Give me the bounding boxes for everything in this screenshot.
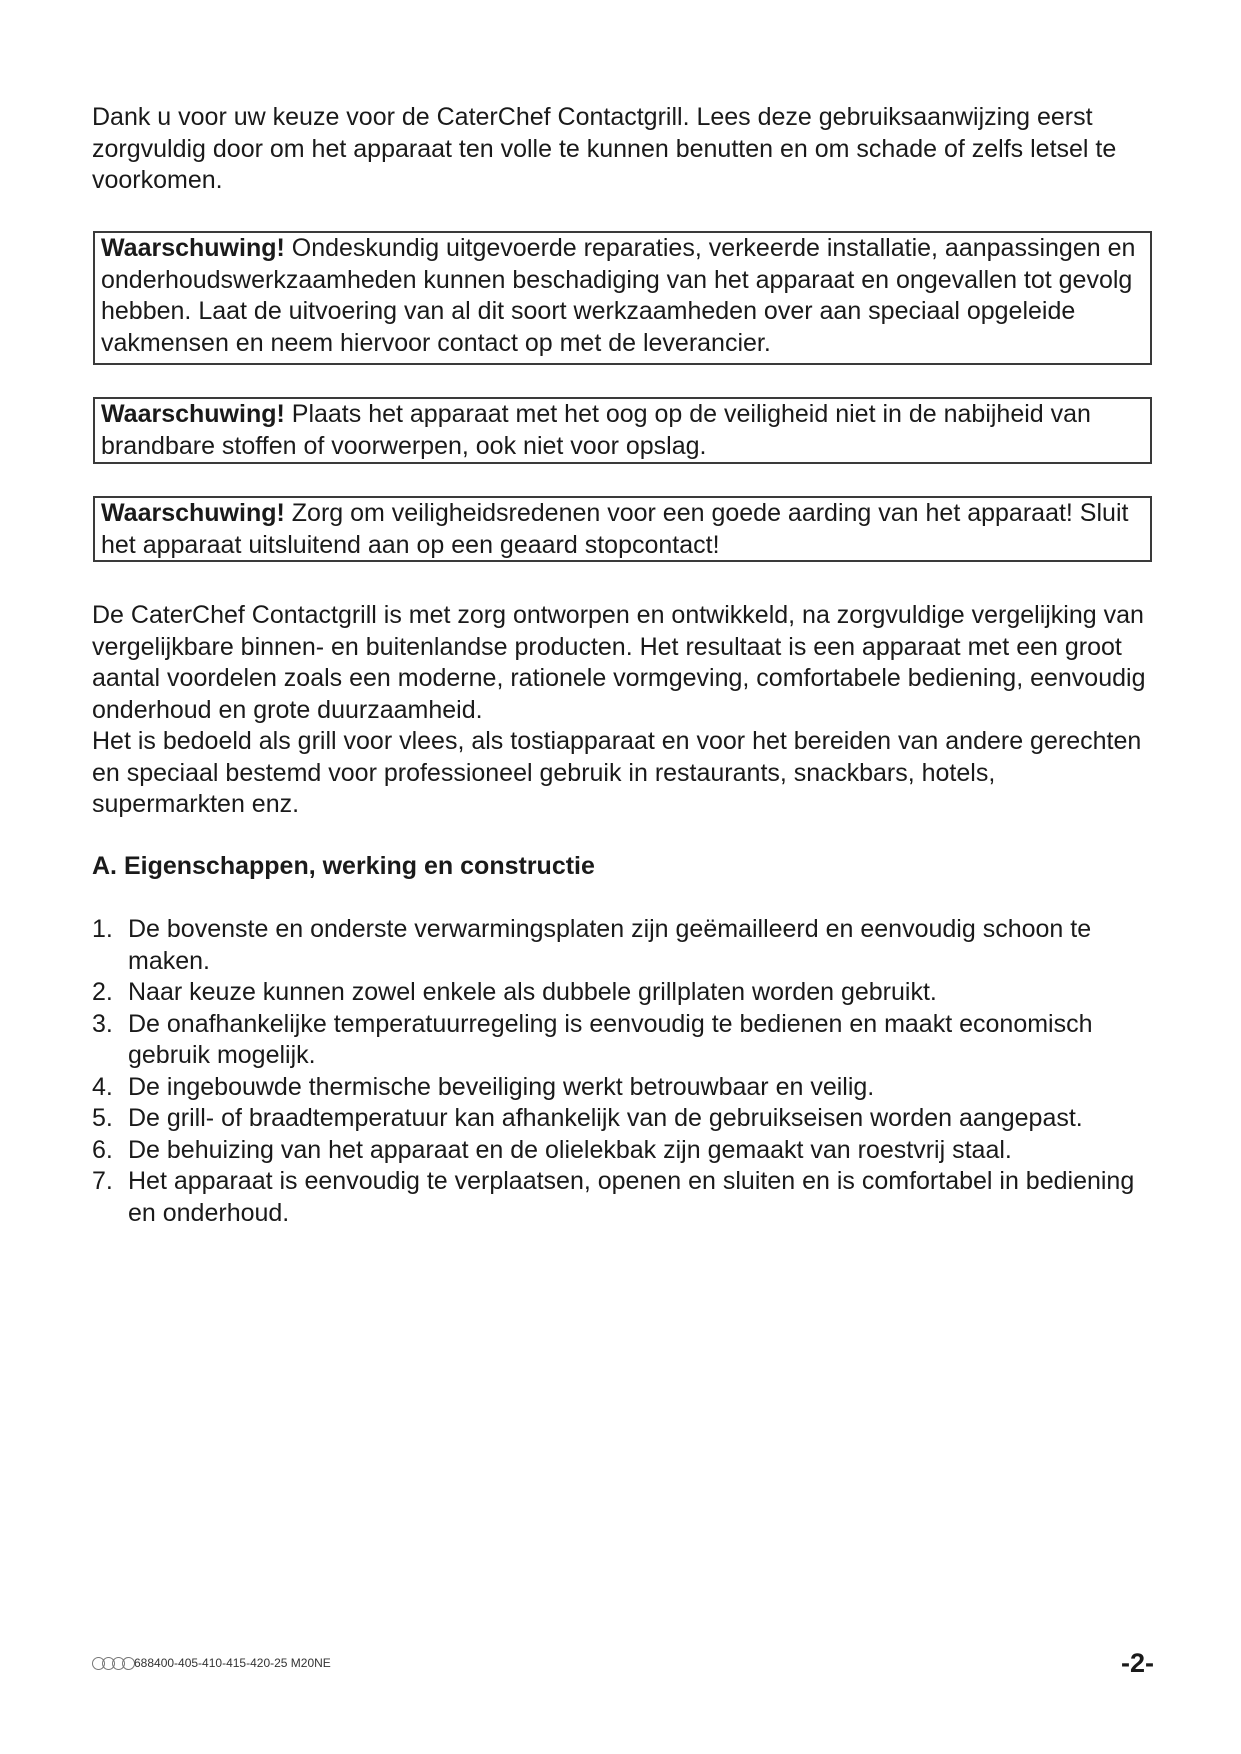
- page-number: -2-: [1121, 1648, 1154, 1678]
- list-item-text: Naar keuze kunnen zowel enkele als dubbele grillplaten worden gebruikt.: [128, 978, 937, 1006]
- list-item-number: 7.: [92, 1167, 113, 1195]
- list-item-number: 5.: [92, 1104, 113, 1132]
- list-item-number: 2.: [92, 978, 113, 1006]
- rings-logo-icon: [92, 1657, 132, 1670]
- warning-text: Plaats het apparaat met het oog op de veiligheid niet in de nabijheid van brandbare stoffen of voorwerpen, ook niet voor opslag.: [101, 400, 1091, 460]
- list-item-text: De behuizing van het apparaat en de olielekbak zijn gemaakt van roestvrij staal.: [128, 1135, 1012, 1164]
- warning-box: [93, 397, 1152, 464]
- list-item-text: De ingebouwde thermische beveiliging werkt betrouwbaar en veilig.: [128, 1072, 875, 1101]
- warning-box: [93, 496, 1152, 562]
- warning-label: Waarschuwing!: [101, 400, 285, 428]
- product-description: [92, 600, 1152, 821]
- list-item-number: 3.: [92, 1009, 113, 1038]
- intro-paragraph: Dank u voor uw keuze voor de CaterChef Contactgrill. Lees deze gebruiksaanwijzing eerst zorgvuldig door om het apparaat ten volle te kunnen benutten en om schade of zelfs letsel te voorkomen.: [92, 103, 1117, 194]
- description-paragraph: Het is bedoeld als grill voor vlees, als tostiapparaat en voor het bereiden van andere gerechten en speciaal bestemd voor professioneel gebruik in restaurants, snackbars, hotels, supermarkten enz.: [92, 727, 1142, 818]
- list-item: [92, 914, 1152, 977]
- list-item: [92, 1009, 1152, 1072]
- list-item-text: Het apparaat is eenvoudig te verplaatsen, openen en sluiten en is comfortabel in bediening en onderhoud.: [128, 1167, 1135, 1227]
- list-item-number: 1.: [92, 915, 113, 943]
- list-item: [92, 1103, 1152, 1135]
- warning-label: Waarschuwing!: [101, 499, 285, 527]
- warning-text: Ondeskundig uitgevoerde reparaties, verkeerde installatie, aanpassingen en onderhoudswerkzaamheden kunnen beschadiging van het apparaat en ongevallen tot gevolg hebben. Laat de uitvoering van al dit soort werkzaamheden over aan speciaal opgeleide vakmensen en neem hiervoor contact op met de leverancier.: [101, 234, 1136, 357]
- list-item: [92, 1072, 1152, 1104]
- footer-model-code: [92, 1656, 331, 1670]
- list-item-text: De grill- of braadtemperatuur kan afhankelijk van de gebruikseisen worden aangepast.: [128, 1104, 1083, 1132]
- list-item-number: 6.: [92, 1135, 113, 1164]
- list-item: [92, 1166, 1152, 1229]
- list-item-number: 4.: [92, 1072, 113, 1101]
- warning-box: [93, 231, 1152, 365]
- list-item: [92, 977, 1152, 1009]
- section-heading: A. Eigenschappen, werking en constructie: [92, 852, 595, 880]
- list-item-text: De onafhankelijke temperatuurregeling is eenvoudig te bedienen en maakt economisch gebruik mogelijk.: [128, 1009, 1093, 1069]
- description-paragraph: De CaterChef Contactgrill is met zorg ontworpen en ontwikkeld, na zorgvuldige vergelijking van vergelijkbare binnen- en buitenlandse producten. Het resultaat is een apparaat met een groot aantal voordelen zoals een moderne, rationele vormgeving, comfortabele bediening, eenvoudig onderhoud en grote duurzaamheid.: [92, 601, 1146, 724]
- warning-text: Zorg om veiligheidsredenen voor een goede aarding van het apparaat! Sluit het apparaat uitsluitend aan op een geaard stopcontact!: [101, 499, 1129, 559]
- model-code-text: 688400-405-410-415-420-25 M20NE: [134, 1656, 331, 1670]
- list-item-text: De bovenste en onderste verwarmingsplaten zijn geëmailleerd en eenvoudig schoon te maken.: [128, 915, 1092, 975]
- list-item: [92, 1135, 1152, 1167]
- feature-list: [92, 914, 1152, 1229]
- warning-label: Waarschuwing!: [101, 234, 285, 262]
